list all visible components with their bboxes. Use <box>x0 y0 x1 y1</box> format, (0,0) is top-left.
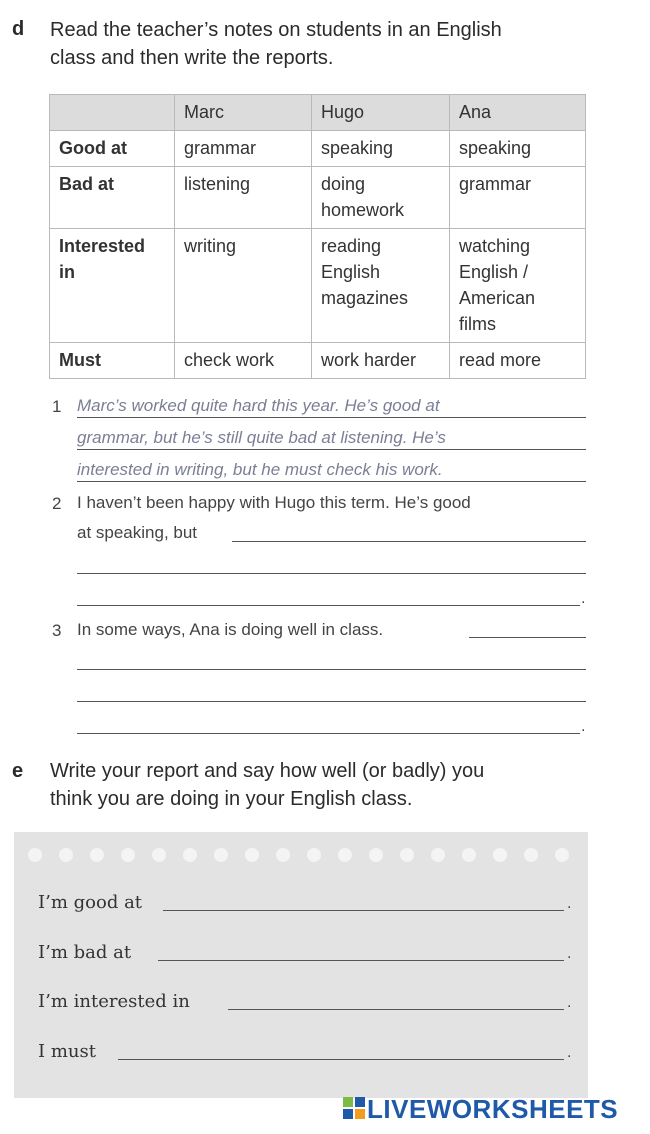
report-2-answer-line[interactable] <box>77 573 586 574</box>
table-cell: check work <box>175 343 312 379</box>
report-3-answer-line[interactable] <box>77 701 586 702</box>
table-cell: work harder <box>312 343 450 379</box>
good-at-answer-line[interactable] <box>163 910 564 911</box>
section-e-instruction-line1: Write your report and say how well (or badly) you <box>50 760 485 782</box>
report-2-full-stop: . <box>581 590 586 607</box>
table-header-ana: Ana <box>450 95 586 131</box>
notepad-prompt-good-at: I’m good at <box>38 892 143 913</box>
notepad-hole <box>493 848 507 862</box>
bad-at-answer-line[interactable] <box>158 960 564 961</box>
notepad <box>14 832 588 1098</box>
report-1-rule <box>77 449 586 450</box>
table-cell: read more <box>450 343 586 379</box>
table-header-corner <box>50 95 175 131</box>
section-d-letter: d <box>12 18 25 40</box>
report-3-number: 3 <box>52 621 62 640</box>
table-cell: grammar <box>450 167 586 229</box>
report-3-answer-line[interactable] <box>77 669 586 670</box>
table-row <box>50 131 586 167</box>
notepad-hole <box>369 848 383 862</box>
row-label: Good at <box>50 131 175 167</box>
report-2-answer-line[interactable] <box>77 605 580 606</box>
liveworksheets-brand-text: LIVEWORKSHEETS <box>367 1094 619 1124</box>
teacher-notes-table <box>49 94 586 379</box>
report-1-rule <box>77 481 586 482</box>
report-1-rule <box>77 417 586 418</box>
report-3-answer-line[interactable] <box>469 637 586 638</box>
table-cell: watching English / American films <box>450 229 586 343</box>
table-cell: speaking <box>450 131 586 167</box>
row-label: Must <box>50 343 175 379</box>
notepad-hole <box>524 848 538 862</box>
table-cell: grammar <box>175 131 312 167</box>
notepad-hole <box>338 848 352 862</box>
notepad-hole <box>431 848 445 862</box>
notepad-hole <box>276 848 290 862</box>
liveworksheets-logo-icon <box>343 1097 365 1119</box>
table-cell: reading English magazines <box>312 229 450 343</box>
notepad-hole <box>462 848 476 862</box>
report-1-answer-line2: grammar, but he’s still quite bad at listening. He’s <box>77 428 446 447</box>
report-2-prompt-line1: I haven’t been happy with Hugo this term. He’s good <box>77 493 471 512</box>
notepad-hole <box>59 848 73 862</box>
report-2-answer-line[interactable] <box>232 541 586 542</box>
notepad-hole <box>555 848 569 862</box>
notepad-hole <box>28 848 42 862</box>
notepad-hole <box>90 848 104 862</box>
must-answer-line[interactable] <box>118 1059 564 1060</box>
notepad-hole <box>307 848 321 862</box>
report-1-answer-line1: Marc’s worked quite hard this year. He’s good at <box>77 396 440 415</box>
section-d-instruction-line2: class and then write the reports. <box>50 47 334 69</box>
report-2-prompt-line2: at speaking, but <box>77 523 198 542</box>
row-label: Bad at <box>50 167 175 229</box>
interested-in-answer-line[interactable] <box>228 1009 564 1010</box>
table-cell: speaking <box>312 131 450 167</box>
table-cell: listening <box>175 167 312 229</box>
notepad-hole <box>121 848 135 862</box>
report-2-number: 2 <box>52 494 62 513</box>
table-row <box>50 167 586 229</box>
report-3-full-stop: . <box>581 718 586 735</box>
report-1-answer-line3: interested in writing, but he must check his work. <box>77 460 443 479</box>
table-row <box>50 229 586 343</box>
good-at-full-stop: . <box>567 895 572 912</box>
notepad-hole <box>183 848 197 862</box>
section-e-instruction-line2: think you are doing in your English class. <box>50 788 413 810</box>
notepad-hole <box>245 848 259 862</box>
report-3-answer-line[interactable] <box>77 733 580 734</box>
notepad-hole <box>214 848 228 862</box>
table-cell: writing <box>175 229 312 343</box>
section-d-instruction-line1: Read the teacher’s notes on students in an English <box>50 19 502 41</box>
table-row <box>50 343 586 379</box>
notepad-prompt-must: I must <box>38 1041 96 1062</box>
report-1-number: 1 <box>52 397 62 416</box>
report-3-prompt-line1: In some ways, Ana is doing well in class. <box>77 620 384 639</box>
table-header-row <box>50 95 586 131</box>
notepad-hole <box>152 848 166 862</box>
notepad-hole <box>400 848 414 862</box>
table-header-marc: Marc <box>175 95 312 131</box>
must-full-stop: . <box>567 1044 572 1061</box>
table-cell: doing homework <box>312 167 450 229</box>
interested-in-full-stop: . <box>567 994 572 1011</box>
table-header-hugo: Hugo <box>312 95 450 131</box>
row-label: Interested in <box>50 229 175 343</box>
notepad-prompt-bad-at: I’m bad at <box>38 942 132 963</box>
bad-at-full-stop: . <box>567 945 572 962</box>
notepad-prompt-interested-in: I’m interested in <box>38 991 190 1012</box>
section-e-letter: e <box>12 760 24 782</box>
